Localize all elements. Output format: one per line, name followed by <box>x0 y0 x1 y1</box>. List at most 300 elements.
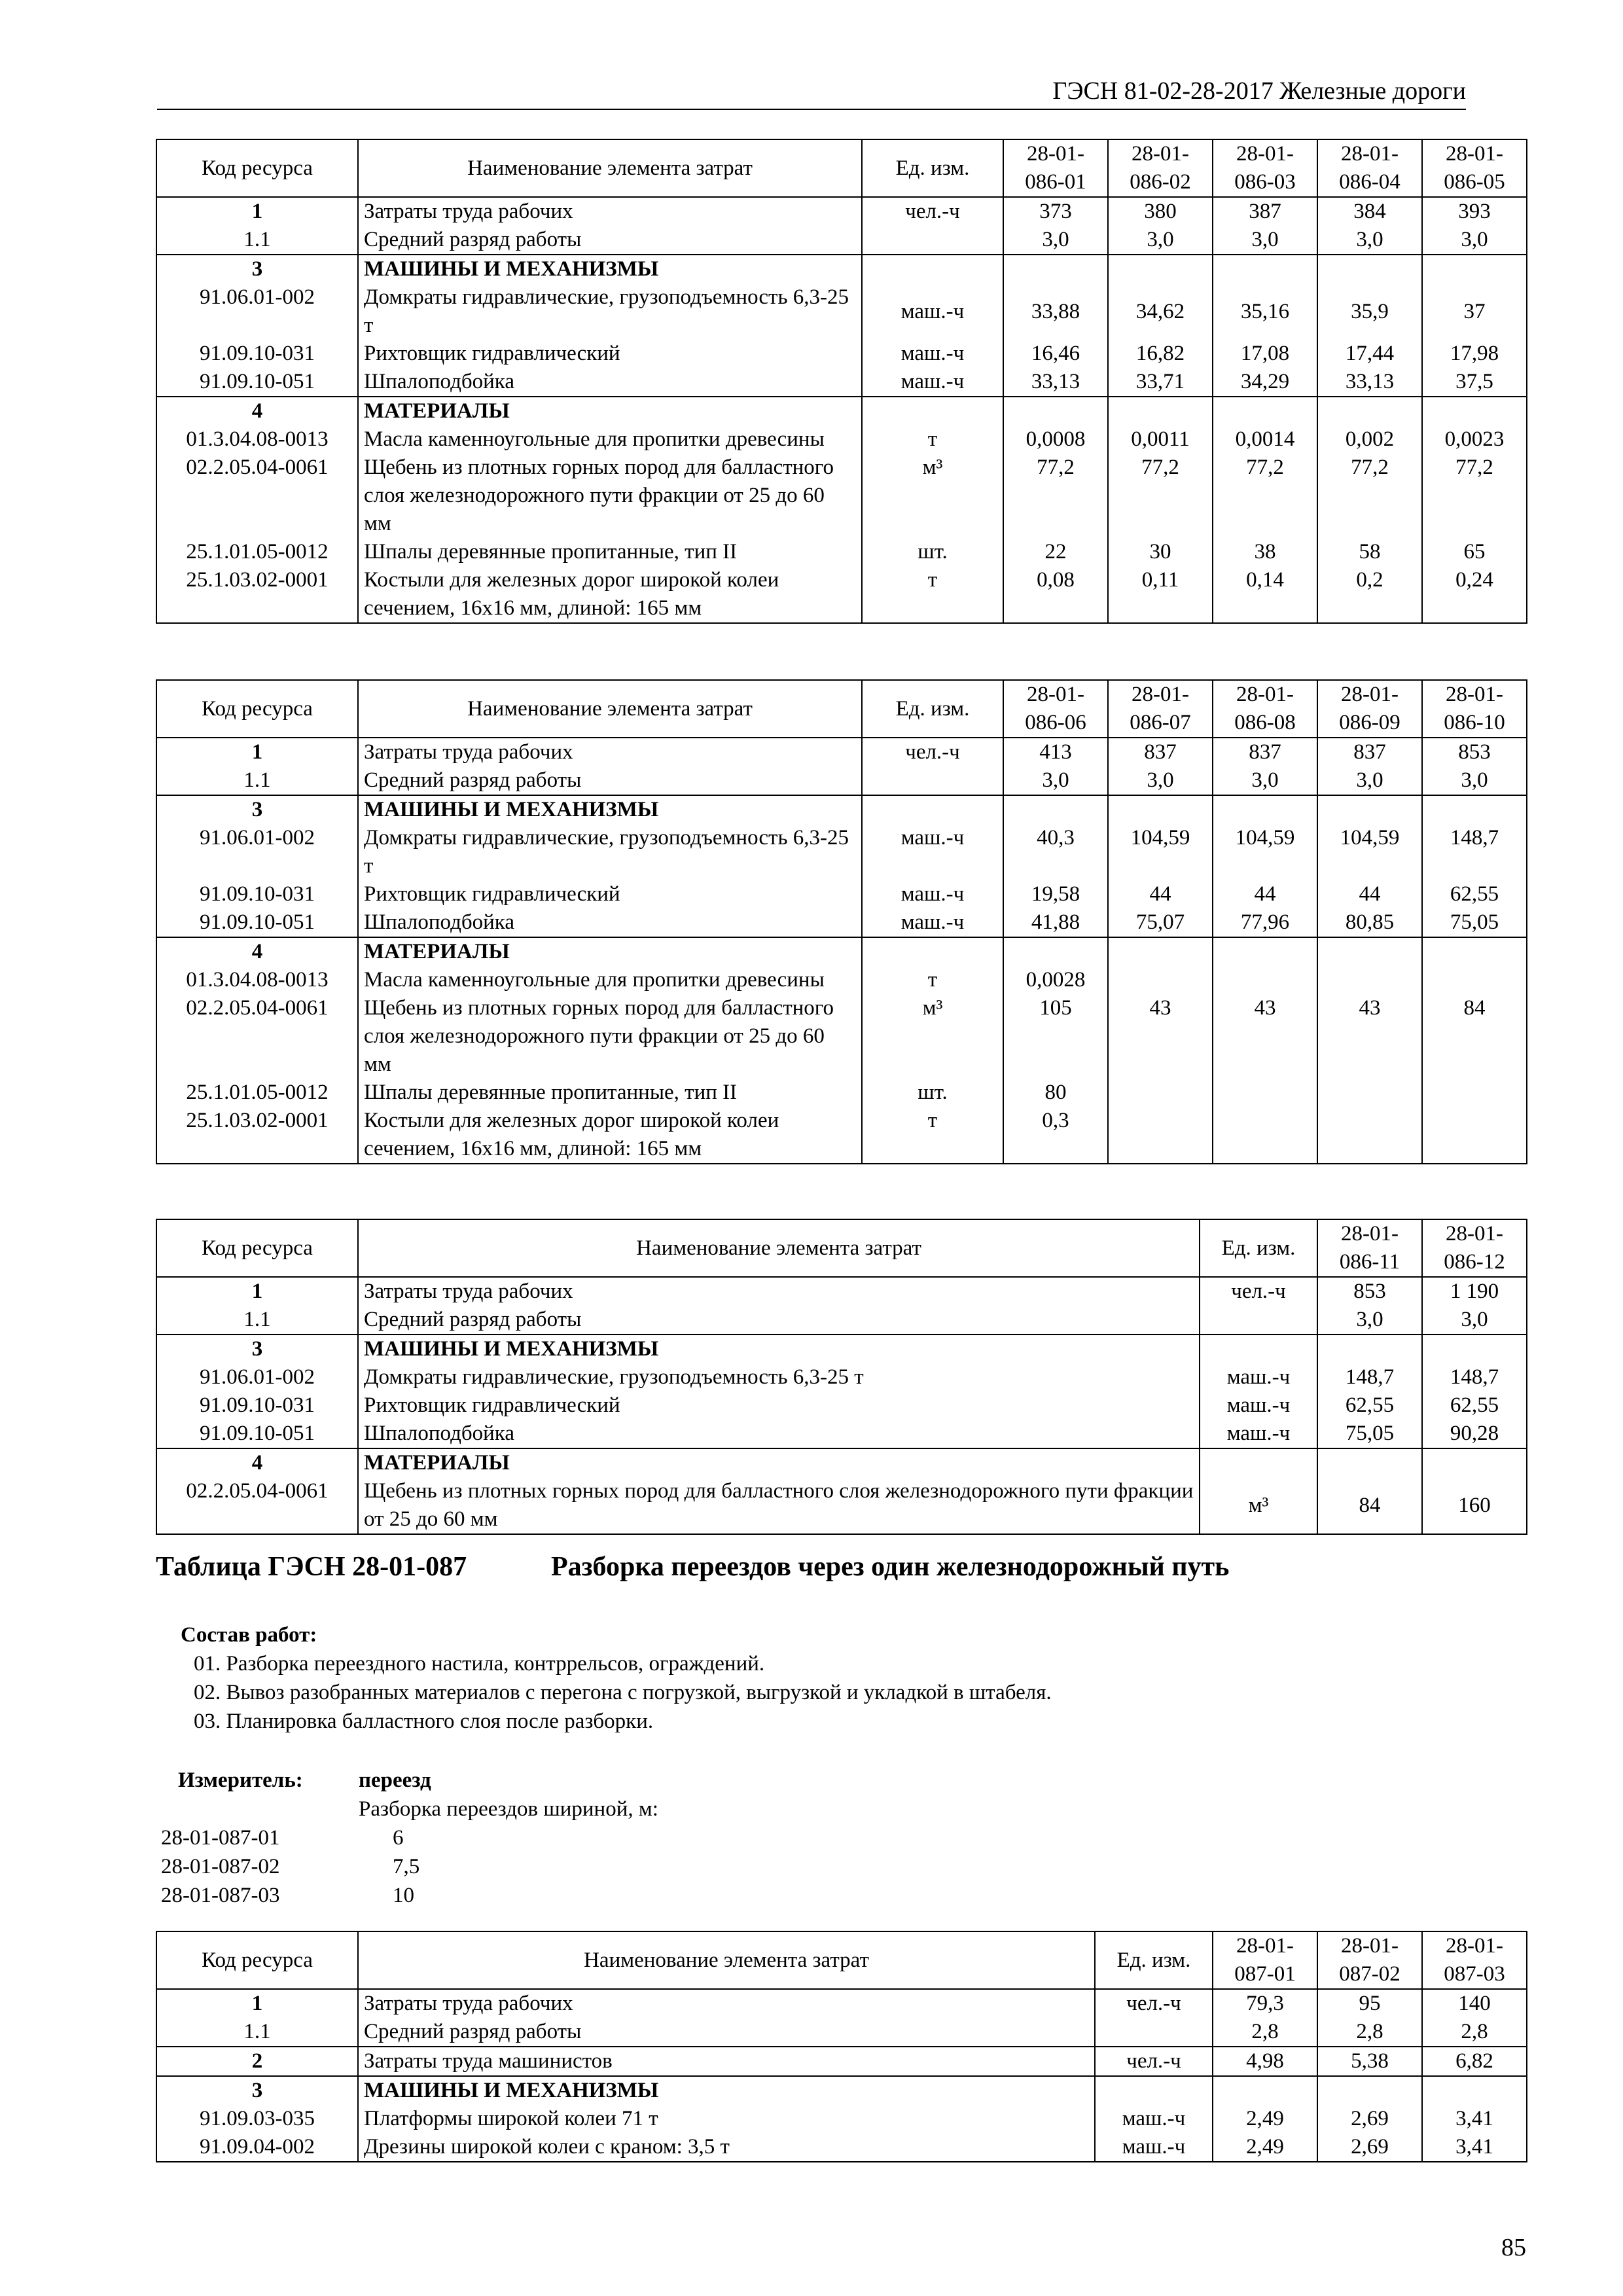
resource-code: 25.1.03.02-0001 <box>156 566 358 623</box>
resource-code: 91.09.04-002 <box>156 2133 358 2162</box>
resource-value: 1 190 <box>1422 1277 1527 1306</box>
resource-value: 2,69 <box>1317 2105 1422 2133</box>
table-row <box>156 397 1527 425</box>
resource-code: 91.09.10-051 <box>156 1420 358 1448</box>
col-code-header: Код ресурса <box>156 680 358 738</box>
group-title: МАШИНЫ И МЕХАНИЗМЫ <box>358 795 862 824</box>
table-row <box>156 1277 1527 1306</box>
col-norm-header: 28-01-086-02 <box>1108 139 1213 197</box>
resource-value: 43 <box>1213 994 1317 1079</box>
resource-unit: маш.-ч <box>1200 1363 1317 1391</box>
resource-value: 62,55 <box>1422 880 1527 908</box>
resource-value: 387 <box>1213 197 1317 226</box>
resource-value: 3,0 <box>1422 226 1527 255</box>
resource-value: 62,55 <box>1317 1391 1422 1420</box>
resource-value: 0,0014 <box>1213 425 1317 454</box>
resource-value: 34,62 <box>1108 283 1213 340</box>
resource-value: 3,0 <box>1422 766 1527 795</box>
resource-code: 91.09.10-051 <box>156 368 358 397</box>
col-code-header: Код ресурса <box>156 1219 358 1277</box>
resource-value: 58 <box>1317 538 1422 566</box>
resource-table-3 <box>156 1219 1527 1535</box>
resource-unit: м³ <box>1200 1477 1317 1534</box>
resource-name: Щебень из плотных горных пород для балластного слоя железнодорожного пути фракции от 25 до 60 мм <box>358 454 862 538</box>
resource-code: 2 <box>156 2047 358 2076</box>
resource-unit <box>862 766 1003 795</box>
resource-value <box>1317 966 1422 994</box>
table-row <box>156 1989 1527 2018</box>
resource-value: 0,0028 <box>1003 966 1108 994</box>
resource-code: 91.06.01-002 <box>156 824 358 880</box>
resource-code: 1.1 <box>156 2018 358 2047</box>
table-row <box>156 1420 1527 1448</box>
resource-value <box>1213 1107 1317 1164</box>
table-name: Разборка переездов через один железнодорожный путь <box>551 1552 1230 1582</box>
meter-desc: Разборка переездов шириной, м: <box>359 1797 658 1821</box>
resource-value: 3,0 <box>1422 1306 1527 1335</box>
resource-value: 2,8 <box>1422 2018 1527 2047</box>
table-row <box>156 340 1527 368</box>
resource-value: 37,5 <box>1422 368 1527 397</box>
table-row <box>156 966 1527 994</box>
group-code: 3 <box>156 1335 358 1363</box>
resource-code: 1 <box>156 197 358 226</box>
resource-table-2 <box>156 679 1527 1164</box>
resource-value: 84 <box>1422 994 1527 1079</box>
resource-value: 3,0 <box>1213 766 1317 795</box>
col-norm-header: 28-01-086-05 <box>1422 139 1527 197</box>
resource-value: 16,46 <box>1003 340 1108 368</box>
resource-table-1 <box>156 139 1527 624</box>
resource-unit: чел.-ч <box>862 738 1003 766</box>
col-norm-header: 28-01-086-11 <box>1317 1219 1422 1277</box>
col-norm-header: 28-01-087-03 <box>1422 1931 1527 1989</box>
table-row <box>156 738 1527 766</box>
resource-value: 3,0 <box>1213 226 1317 255</box>
col-unit-header: Ед. изм. <box>862 139 1003 197</box>
meter-item-value: 7,5 <box>393 1855 420 1878</box>
resource-unit: маш.-ч <box>1200 1420 1317 1448</box>
meter-item-code: 28-01-087-02 <box>161 1855 280 1878</box>
meter-item-value: 10 <box>393 1884 414 1907</box>
resource-code: 1 <box>156 1277 358 1306</box>
page-header <box>157 73 1466 110</box>
resource-value: 148,7 <box>1317 1363 1422 1391</box>
resource-code: 91.09.10-051 <box>156 908 358 937</box>
resource-value: 0,14 <box>1213 566 1317 623</box>
work-item: 03. Планировка балластного слоя после разборки. <box>194 1710 654 1733</box>
table-row <box>156 1079 1527 1107</box>
resource-table-4 <box>156 1931 1527 2162</box>
resource-value: 40,3 <box>1003 824 1108 880</box>
resource-name: Дрезины широкой колеи с краном: 3,5 т <box>358 2133 1095 2162</box>
resource-code: 1.1 <box>156 1306 358 1335</box>
resource-value: 3,0 <box>1003 766 1108 795</box>
resource-value: 84 <box>1317 1477 1422 1534</box>
col-norm-header: 28-01-086-06 <box>1003 680 1108 738</box>
works-title: Состав работ: <box>181 1623 317 1647</box>
resource-value: 2,69 <box>1317 2133 1422 2162</box>
resource-name: Средний разряд работы <box>358 1306 1200 1335</box>
resource-value: 43 <box>1108 994 1213 1079</box>
group-title: МАТЕРИАЛЫ <box>358 397 862 425</box>
table-row <box>156 1391 1527 1420</box>
col-code-header: Код ресурса <box>156 1931 358 1989</box>
table-row <box>156 454 1527 538</box>
page-number: 85 <box>1501 2234 1526 2261</box>
resource-name: Затраты труда машинистов <box>358 2047 1095 2076</box>
table-row <box>156 937 1527 966</box>
resource-value <box>1108 1107 1213 1164</box>
resource-value: 3,0 <box>1108 226 1213 255</box>
resource-value <box>1422 1079 1527 1107</box>
table-row <box>156 1363 1527 1391</box>
group-title: МАШИНЫ И МЕХАНИЗМЫ <box>358 2076 1095 2105</box>
resource-unit <box>862 226 1003 255</box>
resource-value: 79,3 <box>1213 1989 1317 2018</box>
resource-unit: чел.-ч <box>1095 2047 1213 2076</box>
resource-code: 02.2.05.04-0061 <box>156 454 358 538</box>
resource-value <box>1108 1079 1213 1107</box>
resource-value: 413 <box>1003 738 1108 766</box>
resource-value: 160 <box>1422 1477 1527 1534</box>
resource-value: 77,2 <box>1317 454 1422 538</box>
resource-value: 37 <box>1422 283 1527 340</box>
resource-name: Затраты труда рабочих <box>358 197 862 226</box>
table-row <box>156 880 1527 908</box>
resource-value: 0,08 <box>1003 566 1108 623</box>
col-norm-header: 28-01-086-10 <box>1422 680 1527 738</box>
table-row <box>156 2047 1527 2076</box>
table-row <box>156 908 1527 937</box>
meter-item-code: 28-01-087-01 <box>161 1826 280 1850</box>
resource-value: 80,85 <box>1317 908 1422 937</box>
resource-name: Затраты труда рабочих <box>358 1989 1095 2018</box>
table-label: Таблица ГЭСН 28-01-087 <box>156 1552 467 1582</box>
group-code: 3 <box>156 255 358 283</box>
resource-unit: т <box>862 1107 1003 1164</box>
col-unit-header: Ед. изм. <box>1200 1219 1317 1277</box>
table-header-row <box>156 139 1527 197</box>
resource-name: Шпалы деревянные пропитанные, тип II <box>358 1079 862 1107</box>
resource-value: 104,59 <box>1108 824 1213 880</box>
resource-value: 0,11 <box>1108 566 1213 623</box>
col-norm-header: 28-01-087-02 <box>1317 1931 1422 1989</box>
resource-unit: маш.-ч <box>862 283 1003 340</box>
resource-value: 0,24 <box>1422 566 1527 623</box>
resource-name: Масла каменноугольные для пропитки древесины <box>358 425 862 454</box>
col-name-header: Наименование элемента затрат <box>358 680 862 738</box>
resource-value: 2,49 <box>1213 2105 1317 2133</box>
resource-value: 148,7 <box>1422 1363 1527 1391</box>
table-row <box>156 566 1527 623</box>
col-norm-header: 28-01-086-12 <box>1422 1219 1527 1277</box>
col-norm-header: 28-01-086-01 <box>1003 139 1108 197</box>
resource-value <box>1317 1107 1422 1164</box>
resource-unit: маш.-ч <box>862 340 1003 368</box>
work-item: 02. Вывоз разобранных материалов с перегона с погрузкой, выгрузкой и укладкой в штабеля. <box>194 1681 1052 1704</box>
resource-value: 4,98 <box>1213 2047 1317 2076</box>
resource-value: 373 <box>1003 197 1108 226</box>
resource-value: 393 <box>1422 197 1527 226</box>
resource-unit: м³ <box>862 994 1003 1079</box>
table-row <box>156 994 1527 1079</box>
resource-value: 3,0 <box>1317 766 1422 795</box>
table-row <box>156 197 1527 226</box>
resource-name: Средний разряд работы <box>358 226 862 255</box>
table-row <box>156 1448 1527 1477</box>
col-norm-header: 28-01-087-01 <box>1213 1931 1317 1989</box>
table-row <box>156 226 1527 255</box>
group-code: 4 <box>156 1448 358 1477</box>
resource-value: 17,98 <box>1422 340 1527 368</box>
meter-item-value: 6 <box>393 1826 404 1850</box>
resource-code: 25.1.01.05-0012 <box>156 1079 358 1107</box>
resource-name: Домкраты гидравлические, грузоподъемность 6,3-25 т <box>358 824 862 880</box>
col-norm-header: 28-01-086-09 <box>1317 680 1422 738</box>
resource-value: 17,44 <box>1317 340 1422 368</box>
table-row <box>156 824 1527 880</box>
resource-code: 25.1.03.02-0001 <box>156 1107 358 1164</box>
resource-unit <box>1200 1306 1317 1335</box>
resource-value: 3,0 <box>1317 1306 1422 1335</box>
resource-code: 25.1.01.05-0012 <box>156 538 358 566</box>
resource-value <box>1317 1079 1422 1107</box>
resource-unit: маш.-ч <box>862 368 1003 397</box>
resource-value: 35,9 <box>1317 283 1422 340</box>
resource-value: 22 <box>1003 538 1108 566</box>
resource-value: 6,82 <box>1422 2047 1527 2076</box>
resource-unit: м³ <box>862 454 1003 538</box>
resource-unit: чел.-ч <box>862 197 1003 226</box>
resource-unit: маш.-ч <box>1200 1391 1317 1420</box>
resource-value: 0,002 <box>1317 425 1422 454</box>
resource-value: 44 <box>1317 880 1422 908</box>
resource-value: 75,07 <box>1108 908 1213 937</box>
resource-unit: т <box>862 425 1003 454</box>
resource-value: 104,59 <box>1213 824 1317 880</box>
resource-value: 105 <box>1003 994 1108 1079</box>
group-title: МАТЕРИАЛЫ <box>358 1448 1200 1477</box>
resource-value: 3,0 <box>1003 226 1108 255</box>
resource-unit: шт. <box>862 1079 1003 1107</box>
group-code: 4 <box>156 397 358 425</box>
resource-name: Костыли для железных дорог широкой колеи сечением, 16х16 мм, длиной: 165 мм <box>358 1107 862 1164</box>
resource-code: 91.09.03-035 <box>156 2105 358 2133</box>
resource-value: 33,88 <box>1003 283 1108 340</box>
col-name-header: Наименование элемента затрат <box>358 1931 1095 1989</box>
table-row <box>156 425 1527 454</box>
resource-value: 2,8 <box>1213 2018 1317 2047</box>
resource-value: 35,16 <box>1213 283 1317 340</box>
resource-value: 41,88 <box>1003 908 1108 937</box>
resource-value <box>1213 966 1317 994</box>
group-code: 4 <box>156 937 358 966</box>
resource-value: 17,08 <box>1213 340 1317 368</box>
resource-value: 5,38 <box>1317 2047 1422 2076</box>
resource-value: 80 <box>1003 1079 1108 1107</box>
resource-value: 75,05 <box>1422 908 1527 937</box>
resource-value: 0,0023 <box>1422 425 1527 454</box>
resource-value: 77,2 <box>1213 454 1317 538</box>
resource-name: Шпалоподбойка <box>358 1420 1200 1448</box>
resource-name: Масла каменноугольные для пропитки древесины <box>358 966 862 994</box>
col-norm-header: 28-01-086-03 <box>1213 139 1317 197</box>
resource-value: 2,8 <box>1317 2018 1422 2047</box>
resource-name: Домкраты гидравлические, грузоподъемность 6,3-25 т <box>358 283 862 340</box>
resource-name: Средний разряд работы <box>358 2018 1095 2047</box>
resource-unit <box>1095 2018 1213 2047</box>
resource-value <box>1213 1079 1317 1107</box>
table-header-row <box>156 1219 1527 1277</box>
works-block <box>181 1621 1052 1736</box>
resource-value: 34,29 <box>1213 368 1317 397</box>
resource-value: 0,0008 <box>1003 425 1108 454</box>
resource-value: 380 <box>1108 197 1213 226</box>
table-row <box>156 1107 1527 1164</box>
resource-unit: маш.-ч <box>862 824 1003 880</box>
resource-value: 104,59 <box>1317 824 1422 880</box>
resource-name: Шпалоподбойка <box>358 908 862 937</box>
resource-value: 38 <box>1213 538 1317 566</box>
resource-value: 77,2 <box>1003 454 1108 538</box>
resource-name: Затраты труда рабочих <box>358 1277 1200 1306</box>
col-unit-header: Ед. изм. <box>1095 1931 1213 1989</box>
resource-value: 77,2 <box>1422 454 1527 538</box>
resource-value: 2,49 <box>1213 2133 1317 2162</box>
resource-code: 1.1 <box>156 226 358 255</box>
table-row <box>156 2105 1527 2133</box>
col-norm-header: 28-01-086-07 <box>1108 680 1213 738</box>
col-name-header: Наименование элемента затрат <box>358 139 862 197</box>
meter-item-code: 28-01-087-03 <box>161 1884 280 1907</box>
table-row <box>156 368 1527 397</box>
resource-name: Шпалы деревянные пропитанные, тип II <box>358 538 862 566</box>
resource-unit: маш.-ч <box>1095 2105 1213 2133</box>
resource-value: 384 <box>1317 197 1422 226</box>
resource-value: 3,41 <box>1422 2133 1527 2162</box>
table-row <box>156 283 1527 340</box>
resource-name: Домкраты гидравлические, грузоподъемность 6,3-25 т <box>358 1363 1200 1391</box>
resource-value: 44 <box>1108 880 1213 908</box>
resource-code: 01.3.04.08-0013 <box>156 966 358 994</box>
resource-value: 77,2 <box>1108 454 1213 538</box>
table-row <box>156 1335 1527 1363</box>
resource-value: 33,13 <box>1317 368 1422 397</box>
resource-value: 853 <box>1422 738 1527 766</box>
resource-value: 3,0 <box>1317 226 1422 255</box>
col-unit-header: Ед. изм. <box>862 680 1003 738</box>
resource-code: 91.06.01-002 <box>156 1363 358 1391</box>
resource-code: 01.3.04.08-0013 <box>156 425 358 454</box>
table-row <box>156 538 1527 566</box>
table-row <box>156 766 1527 795</box>
section-title <box>156 1551 1230 1583</box>
resource-value: 62,55 <box>1422 1391 1527 1420</box>
resource-unit: т <box>862 966 1003 994</box>
resource-name: Щебень из плотных горных пород для балластного слоя железнодорожного пути фракции от 25 до 60 мм <box>358 994 862 1079</box>
resource-code: 91.09.10-031 <box>156 1391 358 1420</box>
resource-value: 90,28 <box>1422 1420 1527 1448</box>
group-title: МАШИНЫ И МЕХАНИЗМЫ <box>358 1335 1200 1363</box>
resource-unit: маш.-ч <box>862 880 1003 908</box>
table-row <box>156 2076 1527 2105</box>
resource-value: 853 <box>1317 1277 1422 1306</box>
resource-value: 95 <box>1317 1989 1422 2018</box>
table-header-row <box>156 680 1527 738</box>
group-title: МАШИНЫ И МЕХАНИЗМЫ <box>358 255 862 283</box>
resource-name: Средний разряд работы <box>358 766 862 795</box>
resource-code: 02.2.05.04-0061 <box>156 1477 358 1534</box>
resource-name: Рихтовщик гидравлический <box>358 880 862 908</box>
resource-value: 65 <box>1422 538 1527 566</box>
resource-value: 43 <box>1317 994 1422 1079</box>
resource-value: 0,3 <box>1003 1107 1108 1164</box>
resource-name: Костыли для железных дорог широкой колеи сечением, 16х16 мм, длиной: 165 мм <box>358 566 862 623</box>
meter-label: Измеритель: <box>178 1768 303 1792</box>
resource-code: 91.09.10-031 <box>156 880 358 908</box>
resource-value <box>1108 966 1213 994</box>
resource-value: 0,0011 <box>1108 425 1213 454</box>
resource-value: 19,58 <box>1003 880 1108 908</box>
resource-unit: т <box>862 566 1003 623</box>
resource-unit: шт. <box>862 538 1003 566</box>
resource-name: Затраты труда рабочих <box>358 738 862 766</box>
resource-value: 837 <box>1317 738 1422 766</box>
resource-value: 148,7 <box>1422 824 1527 880</box>
resource-value: 140 <box>1422 1989 1527 2018</box>
resource-name: Рихтовщик гидравлический <box>358 1391 1200 1420</box>
resource-code: 1 <box>156 738 358 766</box>
table-row <box>156 2133 1527 2162</box>
group-code: 3 <box>156 2076 358 2105</box>
resource-value: 837 <box>1108 738 1213 766</box>
col-name-header: Наименование элемента затрат <box>358 1219 1200 1277</box>
table-row <box>156 795 1527 824</box>
resource-name: Щебень из плотных горных пород для балластного слоя железнодорожного пути фракции от 25 до 60 мм <box>358 1477 1200 1534</box>
resource-name: Платформы широкой колеи 71 т <box>358 2105 1095 2133</box>
table-row <box>156 2018 1527 2047</box>
resource-unit: маш.-ч <box>1095 2133 1213 2162</box>
resource-value: 0,2 <box>1317 566 1422 623</box>
resource-value: 16,82 <box>1108 340 1213 368</box>
resource-code: 1 <box>156 1989 358 2018</box>
resource-value: 3,41 <box>1422 2105 1527 2133</box>
resource-code: 91.09.10-031 <box>156 340 358 368</box>
resource-unit: чел.-ч <box>1095 1989 1213 2018</box>
resource-value <box>1422 966 1527 994</box>
resource-code: 02.2.05.04-0061 <box>156 994 358 1079</box>
header-text: ГЭСН 81-02-28-2017 Железные дороги <box>1052 77 1466 105</box>
resource-value: 30 <box>1108 538 1213 566</box>
meter-value: переезд <box>359 1768 431 1792</box>
table-header-row <box>156 1931 1527 1989</box>
resource-value: 33,13 <box>1003 368 1108 397</box>
work-item: 01. Разборка переездного настила, контррельсов, ограждений. <box>194 1652 765 1676</box>
resource-unit: маш.-ч <box>862 908 1003 937</box>
resource-value: 44 <box>1213 880 1317 908</box>
table-row <box>156 255 1527 283</box>
resource-code: 91.06.01-002 <box>156 283 358 340</box>
resource-value: 3,0 <box>1108 766 1213 795</box>
table-row <box>156 1306 1527 1335</box>
resource-name: Рихтовщик гидравлический <box>358 340 862 368</box>
resource-code: 1.1 <box>156 766 358 795</box>
resource-value: 33,71 <box>1108 368 1213 397</box>
col-code-header: Код ресурса <box>156 139 358 197</box>
resource-name: Шпалоподбойка <box>358 368 862 397</box>
resource-value <box>1422 1107 1527 1164</box>
